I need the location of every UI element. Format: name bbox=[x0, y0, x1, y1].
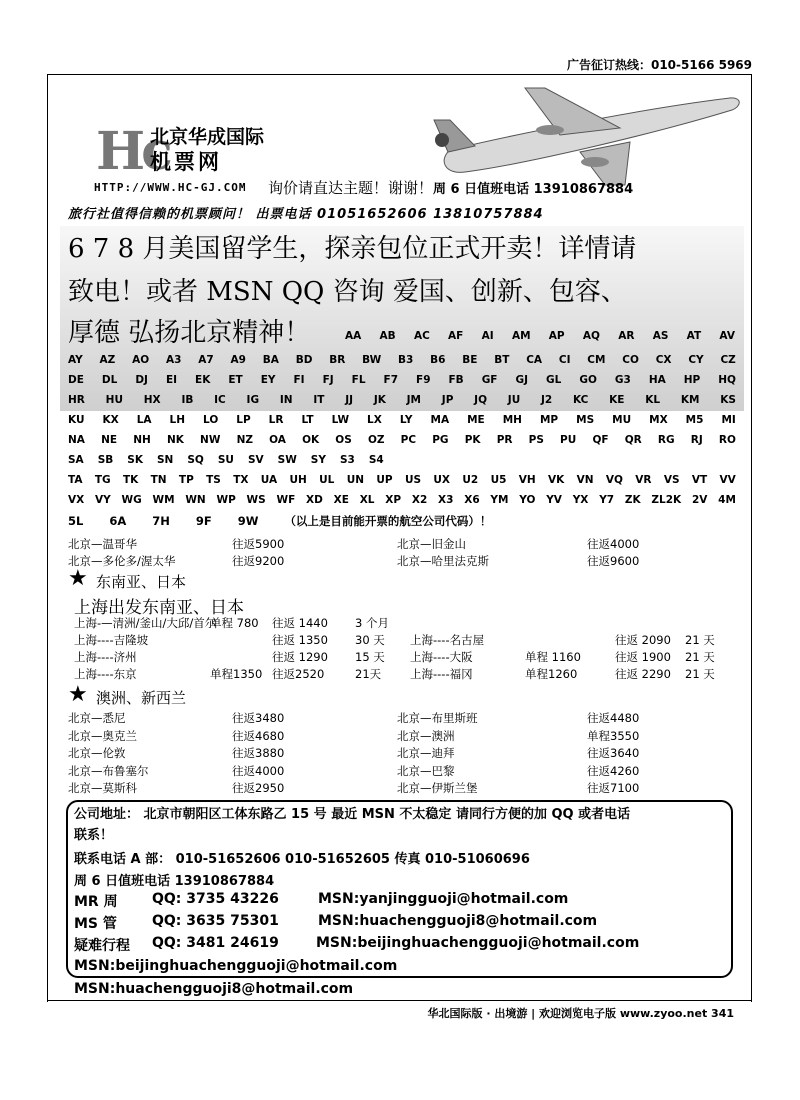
airline-code: WM bbox=[152, 494, 175, 506]
staff-msn: MSN:beijinghuachengguoji@hotmail.com bbox=[316, 935, 640, 951]
airline-code: YX bbox=[572, 494, 589, 506]
airline-code: ZK bbox=[624, 494, 641, 506]
airline-code: TP bbox=[178, 474, 194, 486]
route-price: 往返3480 bbox=[232, 711, 285, 725]
route-price: 往返2950 bbox=[232, 781, 285, 795]
airline-codes-line bbox=[68, 434, 736, 446]
airline-code: AR bbox=[618, 330, 635, 342]
airline-code: WN bbox=[185, 494, 206, 506]
sea-route-cell: 往返 1440 bbox=[272, 616, 328, 630]
airline-code: MH bbox=[502, 414, 522, 426]
airline-code: TA bbox=[68, 474, 83, 486]
airline-code: SV bbox=[247, 454, 264, 466]
airline-code: KS bbox=[720, 394, 736, 406]
airline-code: AY bbox=[68, 354, 83, 366]
route-price: 往返3640 bbox=[587, 746, 640, 760]
airline-code: OK bbox=[302, 434, 320, 446]
airline-code: F9 bbox=[416, 374, 431, 386]
airline-code: LW bbox=[331, 414, 350, 426]
sea-route-cell: 上海----名古屋 bbox=[410, 633, 485, 647]
airline-codes-line bbox=[68, 454, 736, 466]
sea-route-cell: 上海-—清洲/釜山/大邱/首尔 bbox=[74, 616, 217, 630]
route-name: 北京—伊斯兰堡 bbox=[397, 781, 478, 795]
airline-code: 6A bbox=[109, 514, 127, 528]
airline-code: MI bbox=[721, 414, 736, 426]
airline-codes-line bbox=[345, 330, 735, 342]
airline-code: ZL2K bbox=[651, 494, 682, 506]
airline-code: VY bbox=[95, 494, 111, 506]
airline-code: NZ bbox=[236, 434, 253, 446]
airline-code: LO bbox=[203, 414, 219, 426]
route-name: 北京—迪拜 bbox=[397, 746, 455, 760]
airline-code: J2 bbox=[541, 394, 553, 406]
airline-code: SA bbox=[68, 454, 84, 466]
airline-code: XE bbox=[333, 494, 349, 506]
airplane-icon bbox=[430, 80, 745, 190]
airline-code: NH bbox=[133, 434, 151, 446]
airline-code: KL bbox=[645, 394, 661, 406]
airline-code: AO bbox=[132, 354, 150, 366]
tagline bbox=[268, 177, 633, 198]
airline-code: HX bbox=[143, 394, 161, 406]
airline-code: CY bbox=[688, 354, 704, 366]
airline-code: JP bbox=[441, 394, 454, 406]
airline-code: SW bbox=[277, 454, 297, 466]
staff-name: MR 周 bbox=[74, 894, 118, 910]
route-name: 北京—多伦多/渥太华 bbox=[68, 554, 176, 568]
sea-route-cell: 单程1260 bbox=[525, 667, 578, 681]
airline-code: LX bbox=[367, 414, 382, 426]
airline-code: IC bbox=[214, 394, 226, 406]
airline-code: FB bbox=[448, 374, 464, 386]
sea-route-cell: 21 天 bbox=[685, 650, 715, 664]
airline-code: BA bbox=[262, 354, 279, 366]
route-name: 北京—温哥华 bbox=[68, 537, 137, 551]
airline-code: AI bbox=[481, 330, 494, 342]
section-title-aus: 澳洲、新西兰 bbox=[96, 689, 187, 707]
sea-route-cell: 上海----大阪 bbox=[410, 650, 473, 664]
tagline-text: 询价请直达主题！谢谢！ bbox=[268, 179, 434, 197]
airline-code: 9F bbox=[195, 514, 212, 528]
airline-code: MA bbox=[430, 414, 450, 426]
sea-route-cell: 往返 2090 bbox=[615, 633, 671, 647]
airline-code: UP bbox=[376, 474, 393, 486]
sea-route-cell: 往返 1900 bbox=[615, 650, 671, 664]
airline-code: TX bbox=[233, 474, 249, 486]
airline-code: GO bbox=[579, 374, 597, 386]
airline-code: PU bbox=[560, 434, 577, 446]
section-title-sea: 东南亚、日本 bbox=[96, 573, 187, 591]
headline-line-1: 6 7 8 月美国留学生，探亲包位正式开卖！详情请 bbox=[68, 234, 637, 264]
airline-code: IG bbox=[246, 394, 260, 406]
sea-route-cell: 往返 1350 bbox=[272, 633, 328, 647]
airline-code: GJ bbox=[515, 374, 529, 386]
route-name: 北京—奥克兰 bbox=[68, 728, 137, 743]
sea-route-cell: 21 天 bbox=[685, 633, 715, 647]
airline-code: DE bbox=[68, 374, 84, 386]
sea-route-cell: 单程1350 bbox=[210, 667, 263, 681]
route-price: 往返4260 bbox=[587, 763, 640, 778]
airline-code: KU bbox=[68, 414, 85, 426]
airline-code: BD bbox=[295, 354, 313, 366]
airline-code: XP bbox=[385, 494, 402, 506]
route-name: 北京—莫斯科 bbox=[68, 781, 137, 795]
sea-route-cell: 往返 1290 bbox=[272, 650, 328, 664]
headline-line-3: 厚德 弘扬北京精神！ bbox=[68, 318, 311, 348]
airline-code: X6 bbox=[464, 494, 480, 506]
sea-route-cell: 上海----福冈 bbox=[410, 667, 473, 681]
route-price: 往返4480 bbox=[587, 711, 640, 725]
airline-code: IT bbox=[313, 394, 325, 406]
airline-code: SQ bbox=[187, 454, 204, 466]
airline-code: SU bbox=[217, 454, 234, 466]
airline-code: HP bbox=[683, 374, 701, 386]
airline-code: LA bbox=[136, 414, 152, 426]
airline-code: HU bbox=[105, 394, 123, 406]
airline-code: DJ bbox=[135, 374, 148, 386]
company-address: 公司地址： 北京市朝阳区工体东路乙 15 号 最近 MSN 不太稳定 请同行方便的加 QQ 或者电话 bbox=[74, 807, 631, 822]
airline-code: VK bbox=[548, 474, 565, 486]
sea-route-cell: 单程 1160 bbox=[525, 650, 581, 664]
airline-code: XL bbox=[359, 494, 375, 506]
airline-code: AA bbox=[345, 330, 362, 342]
airline-code: M5 bbox=[685, 414, 704, 426]
route-price: 往返5900 bbox=[232, 537, 285, 551]
airline-code: 9W bbox=[237, 514, 259, 528]
airline-code: AT bbox=[686, 330, 702, 342]
route-price: 往返3880 bbox=[232, 746, 285, 760]
airline-code: ME bbox=[467, 414, 485, 426]
airline-code: LY bbox=[399, 414, 413, 426]
airline-code: S3 bbox=[339, 454, 355, 466]
staff-msn: MSN:huachengguoji8@hotmail.com bbox=[318, 913, 598, 929]
airline-code: VT bbox=[691, 474, 708, 486]
airline-codes-line bbox=[68, 414, 736, 426]
sea-route-cell: 21 天 bbox=[685, 667, 715, 681]
airline-code: A9 bbox=[230, 354, 246, 366]
company-address-cont: 联系！ bbox=[74, 828, 114, 843]
airline-code: HA bbox=[648, 374, 666, 386]
airline-code: SB bbox=[97, 454, 114, 466]
route-price: 往返9200 bbox=[232, 554, 285, 568]
airline-code: VS bbox=[663, 474, 680, 486]
airline-code: FI bbox=[293, 374, 305, 386]
airline-code: YV bbox=[546, 494, 562, 506]
route-price: 往返4000 bbox=[587, 537, 640, 551]
airline-code: U5 bbox=[490, 474, 507, 486]
airline-code: TN bbox=[150, 474, 167, 486]
airline-code: IN bbox=[279, 394, 293, 406]
sea-route-cell: 21天 bbox=[355, 667, 382, 681]
airline-code: NK bbox=[166, 434, 184, 446]
airline-code: X2 bbox=[411, 494, 428, 506]
airline-code: US bbox=[404, 474, 422, 486]
airline-code: OZ bbox=[367, 434, 385, 446]
airline-code: MU bbox=[612, 414, 632, 426]
staff-name: MS 管 bbox=[74, 916, 117, 932]
airline-code: F7 bbox=[383, 374, 399, 386]
ad-hotline: 广告征订热线：010-5166 5969 bbox=[566, 58, 752, 72]
airline-code: YO bbox=[519, 494, 536, 506]
logo-mark: Hc bbox=[96, 121, 169, 182]
airline-code: MX bbox=[649, 414, 668, 426]
section-subtitle-sea: 上海出发东南亚、日本 bbox=[74, 598, 244, 618]
airline-code: 4M bbox=[718, 494, 736, 506]
airline-code: GL bbox=[546, 374, 562, 386]
route-name: 北京—澳洲 bbox=[397, 728, 455, 743]
airline-codes-line bbox=[68, 394, 736, 406]
route-price: 单程3550 bbox=[587, 728, 640, 743]
route-name: 北京—布里斯班 bbox=[397, 711, 478, 725]
airline-code: WS bbox=[246, 494, 266, 506]
airline-code: LT bbox=[301, 414, 314, 426]
airline-code: VV bbox=[719, 474, 736, 486]
airline-code: EK bbox=[195, 374, 211, 386]
airline-code: AP bbox=[548, 330, 565, 342]
airline-code: EY bbox=[260, 374, 276, 386]
airline-code: UX bbox=[433, 474, 451, 486]
route-price: 往返4000 bbox=[232, 763, 285, 778]
airline-code: WG bbox=[121, 494, 142, 506]
duty-phone-line: 周 6 日值班电话 13910867884 bbox=[74, 874, 275, 889]
airline-code: WP bbox=[216, 494, 236, 506]
headline-line-2: 致电！或者 MSN QQ 咨询 爱国、创新、包容、 bbox=[68, 277, 627, 307]
airline-code: UA bbox=[260, 474, 278, 486]
airline-codes-line bbox=[68, 494, 736, 506]
airline-code: AM bbox=[511, 330, 531, 342]
route-name: 北京—哈里法克斯 bbox=[397, 554, 489, 568]
airline-code: WF bbox=[276, 494, 296, 506]
airline-code: KM bbox=[680, 394, 700, 406]
airline-code: LH bbox=[169, 414, 186, 426]
airline-code: Y7 bbox=[599, 494, 615, 506]
airline-codes-line bbox=[68, 474, 736, 486]
airline-code: GF bbox=[481, 374, 498, 386]
airline-code: 2V bbox=[691, 494, 708, 506]
logo-url: HTTP://WWW.HC-GJ.COM bbox=[94, 181, 247, 194]
airline-code: RO bbox=[718, 434, 736, 446]
airline-code: VR bbox=[635, 474, 652, 486]
airline-code: FJ bbox=[322, 374, 334, 386]
sea-route-cell: 3 个月 bbox=[355, 616, 389, 630]
route-name: 北京—悉尼 bbox=[68, 711, 126, 725]
airline-code: FL bbox=[351, 374, 366, 386]
airline-code: RG bbox=[657, 434, 675, 446]
airline-code: U2 bbox=[462, 474, 479, 486]
staff-qq: QQ: 3635 75301 bbox=[152, 913, 279, 929]
route-name: 北京—巴黎 bbox=[397, 763, 455, 778]
airline-code: CO bbox=[622, 354, 639, 366]
airline-code: AS bbox=[652, 330, 669, 342]
airline-code: YM bbox=[490, 494, 509, 506]
airline-code: AQ bbox=[582, 330, 600, 342]
route-name: 北京—布鲁塞尔 bbox=[68, 763, 149, 778]
airline-code: UN bbox=[346, 474, 365, 486]
airline-code: BW bbox=[362, 354, 382, 366]
staff-name: 疑难行程 bbox=[74, 938, 130, 954]
airline-code: AV bbox=[719, 330, 735, 342]
sea-route-cell: 单程 780 bbox=[210, 616, 259, 630]
slogan: 旅行社值得信赖的机票顾问！ 出票电话 01051652606 13810757884 bbox=[68, 207, 544, 222]
route-price: 往返7100 bbox=[587, 781, 640, 795]
airline-code: MS bbox=[576, 414, 595, 426]
msn-contact: MSN:beijinghuachengguoji@hotmail.com bbox=[74, 958, 398, 974]
airline-code: VN bbox=[576, 474, 594, 486]
star-icon: ★ bbox=[68, 566, 88, 591]
airline-code: SK bbox=[127, 454, 143, 466]
airline-code: VH bbox=[518, 474, 536, 486]
msn-contact: MSN:huachengguoji8@hotmail.com bbox=[74, 981, 354, 997]
airline-code: PG bbox=[432, 434, 449, 446]
airline-code: NA bbox=[68, 434, 85, 446]
airline-code: A7 bbox=[198, 354, 214, 366]
airline-code: SN bbox=[156, 454, 174, 466]
star-icon: ★ bbox=[68, 682, 88, 707]
airline-code: ET bbox=[228, 374, 243, 386]
airline-codes-line bbox=[68, 374, 736, 386]
airline-code: AZ bbox=[99, 354, 116, 366]
airline-code: TK bbox=[122, 474, 139, 486]
airline-code: AB bbox=[379, 330, 396, 342]
airline-code: TS bbox=[206, 474, 221, 486]
airline-code: KX bbox=[102, 414, 119, 426]
sea-route-cell: 30 天 bbox=[355, 633, 385, 647]
staff-msn: MSN:yanjingguoji@hotmail.com bbox=[318, 891, 569, 907]
airline-code: KC bbox=[573, 394, 589, 406]
airline-code: DL bbox=[101, 374, 118, 386]
contact-phone: 联系电话 A 部： 010-51652606 010-51652605 传真 010-51060696 bbox=[74, 852, 530, 867]
sea-route-cell: 上海----济州 bbox=[74, 650, 137, 664]
duty-phone: 周 6 日值班电话 13910867884 bbox=[433, 182, 634, 197]
airline-code: 5L bbox=[68, 514, 84, 528]
logo-title: 北京华成国际 bbox=[150, 126, 265, 148]
sea-route-cell: 往返 2290 bbox=[615, 667, 671, 681]
contact-box bbox=[66, 800, 733, 978]
airline-code: NW bbox=[200, 434, 221, 446]
airline-code: RJ bbox=[690, 434, 703, 446]
airline-code: CM bbox=[587, 354, 606, 366]
sea-route-cell: 15 天 bbox=[355, 650, 385, 664]
airline-code: BT bbox=[494, 354, 510, 366]
airline-code: MP bbox=[539, 414, 559, 426]
airline-code: CX bbox=[655, 354, 672, 366]
airline-codes-last-line bbox=[68, 513, 491, 529]
airline-code: G3 bbox=[614, 374, 631, 386]
airline-code: UL bbox=[319, 474, 335, 486]
airline-code: AC bbox=[413, 330, 430, 342]
airline-code: VX bbox=[68, 494, 85, 506]
footer-divider bbox=[47, 1000, 752, 1001]
airline-code: 7H bbox=[152, 514, 170, 528]
airline-code: A3 bbox=[165, 354, 182, 366]
airline-code: PR bbox=[496, 434, 513, 446]
airline-code: AF bbox=[448, 330, 464, 342]
airline-code: QF bbox=[592, 434, 609, 446]
airline-code: BE bbox=[462, 354, 478, 366]
airline-code: KE bbox=[609, 394, 625, 406]
airline-codes-line bbox=[68, 354, 736, 366]
airline-code: CA bbox=[526, 354, 543, 366]
airline-codes-line bbox=[68, 514, 284, 528]
staff-qq: QQ: 3481 24619 bbox=[152, 935, 279, 951]
airline-code: OS bbox=[335, 434, 352, 446]
airline-code: LP bbox=[236, 414, 251, 426]
airline-code: EI bbox=[165, 374, 178, 386]
airline-code: CI bbox=[558, 354, 571, 366]
page-footer: 华北国际版 · 出境游 | 欢迎浏览电子版 www.zyoo.net 341 bbox=[427, 1007, 734, 1020]
airline-code: JJ bbox=[345, 394, 354, 406]
airline-code: JK bbox=[373, 394, 386, 406]
airline-code: BR bbox=[329, 354, 346, 366]
airline-code: TG bbox=[94, 474, 111, 486]
airline-code: OA bbox=[269, 434, 286, 446]
airline-code: JQ bbox=[474, 394, 488, 406]
route-name: 北京—旧金山 bbox=[397, 537, 466, 551]
airline-code: CZ bbox=[720, 354, 736, 366]
route-name: 北京—伦敦 bbox=[68, 746, 126, 760]
airline-code: HR bbox=[68, 394, 85, 406]
logo-subtitle: 机票网 bbox=[150, 150, 222, 174]
airline-codes-note: （以上是目前能开票的航空公司代码）！ bbox=[284, 514, 492, 528]
airline-code: B6 bbox=[430, 354, 446, 366]
airline-code: SY bbox=[310, 454, 326, 466]
sea-route-cell: 上海----东京 bbox=[74, 667, 137, 681]
route-price: 往返9600 bbox=[587, 554, 640, 568]
airline-code: XD bbox=[306, 494, 323, 506]
airline-code: LR bbox=[268, 414, 284, 426]
airline-code: JM bbox=[406, 394, 421, 406]
airline-code: S4 bbox=[368, 454, 384, 466]
airline-code: X3 bbox=[438, 494, 454, 506]
route-price: 往返4680 bbox=[232, 728, 285, 743]
airline-code: PK bbox=[464, 434, 481, 446]
airline-code: PC bbox=[400, 434, 417, 446]
airline-code: HQ bbox=[718, 374, 736, 386]
airline-code: B3 bbox=[397, 354, 414, 366]
airline-code: PS bbox=[528, 434, 544, 446]
airline-code: VQ bbox=[605, 474, 623, 486]
airline-code: QR bbox=[624, 434, 642, 446]
airline-code: IB bbox=[181, 394, 194, 406]
airline-code: NE bbox=[101, 434, 118, 446]
airline-code: JU bbox=[507, 394, 521, 406]
sea-route-cell: 往返2520 bbox=[272, 667, 325, 681]
sea-route-cell: 上海----吉隆坡 bbox=[74, 633, 149, 647]
staff-qq: QQ: 3735 43226 bbox=[152, 891, 279, 907]
airline-code: UH bbox=[289, 474, 307, 486]
